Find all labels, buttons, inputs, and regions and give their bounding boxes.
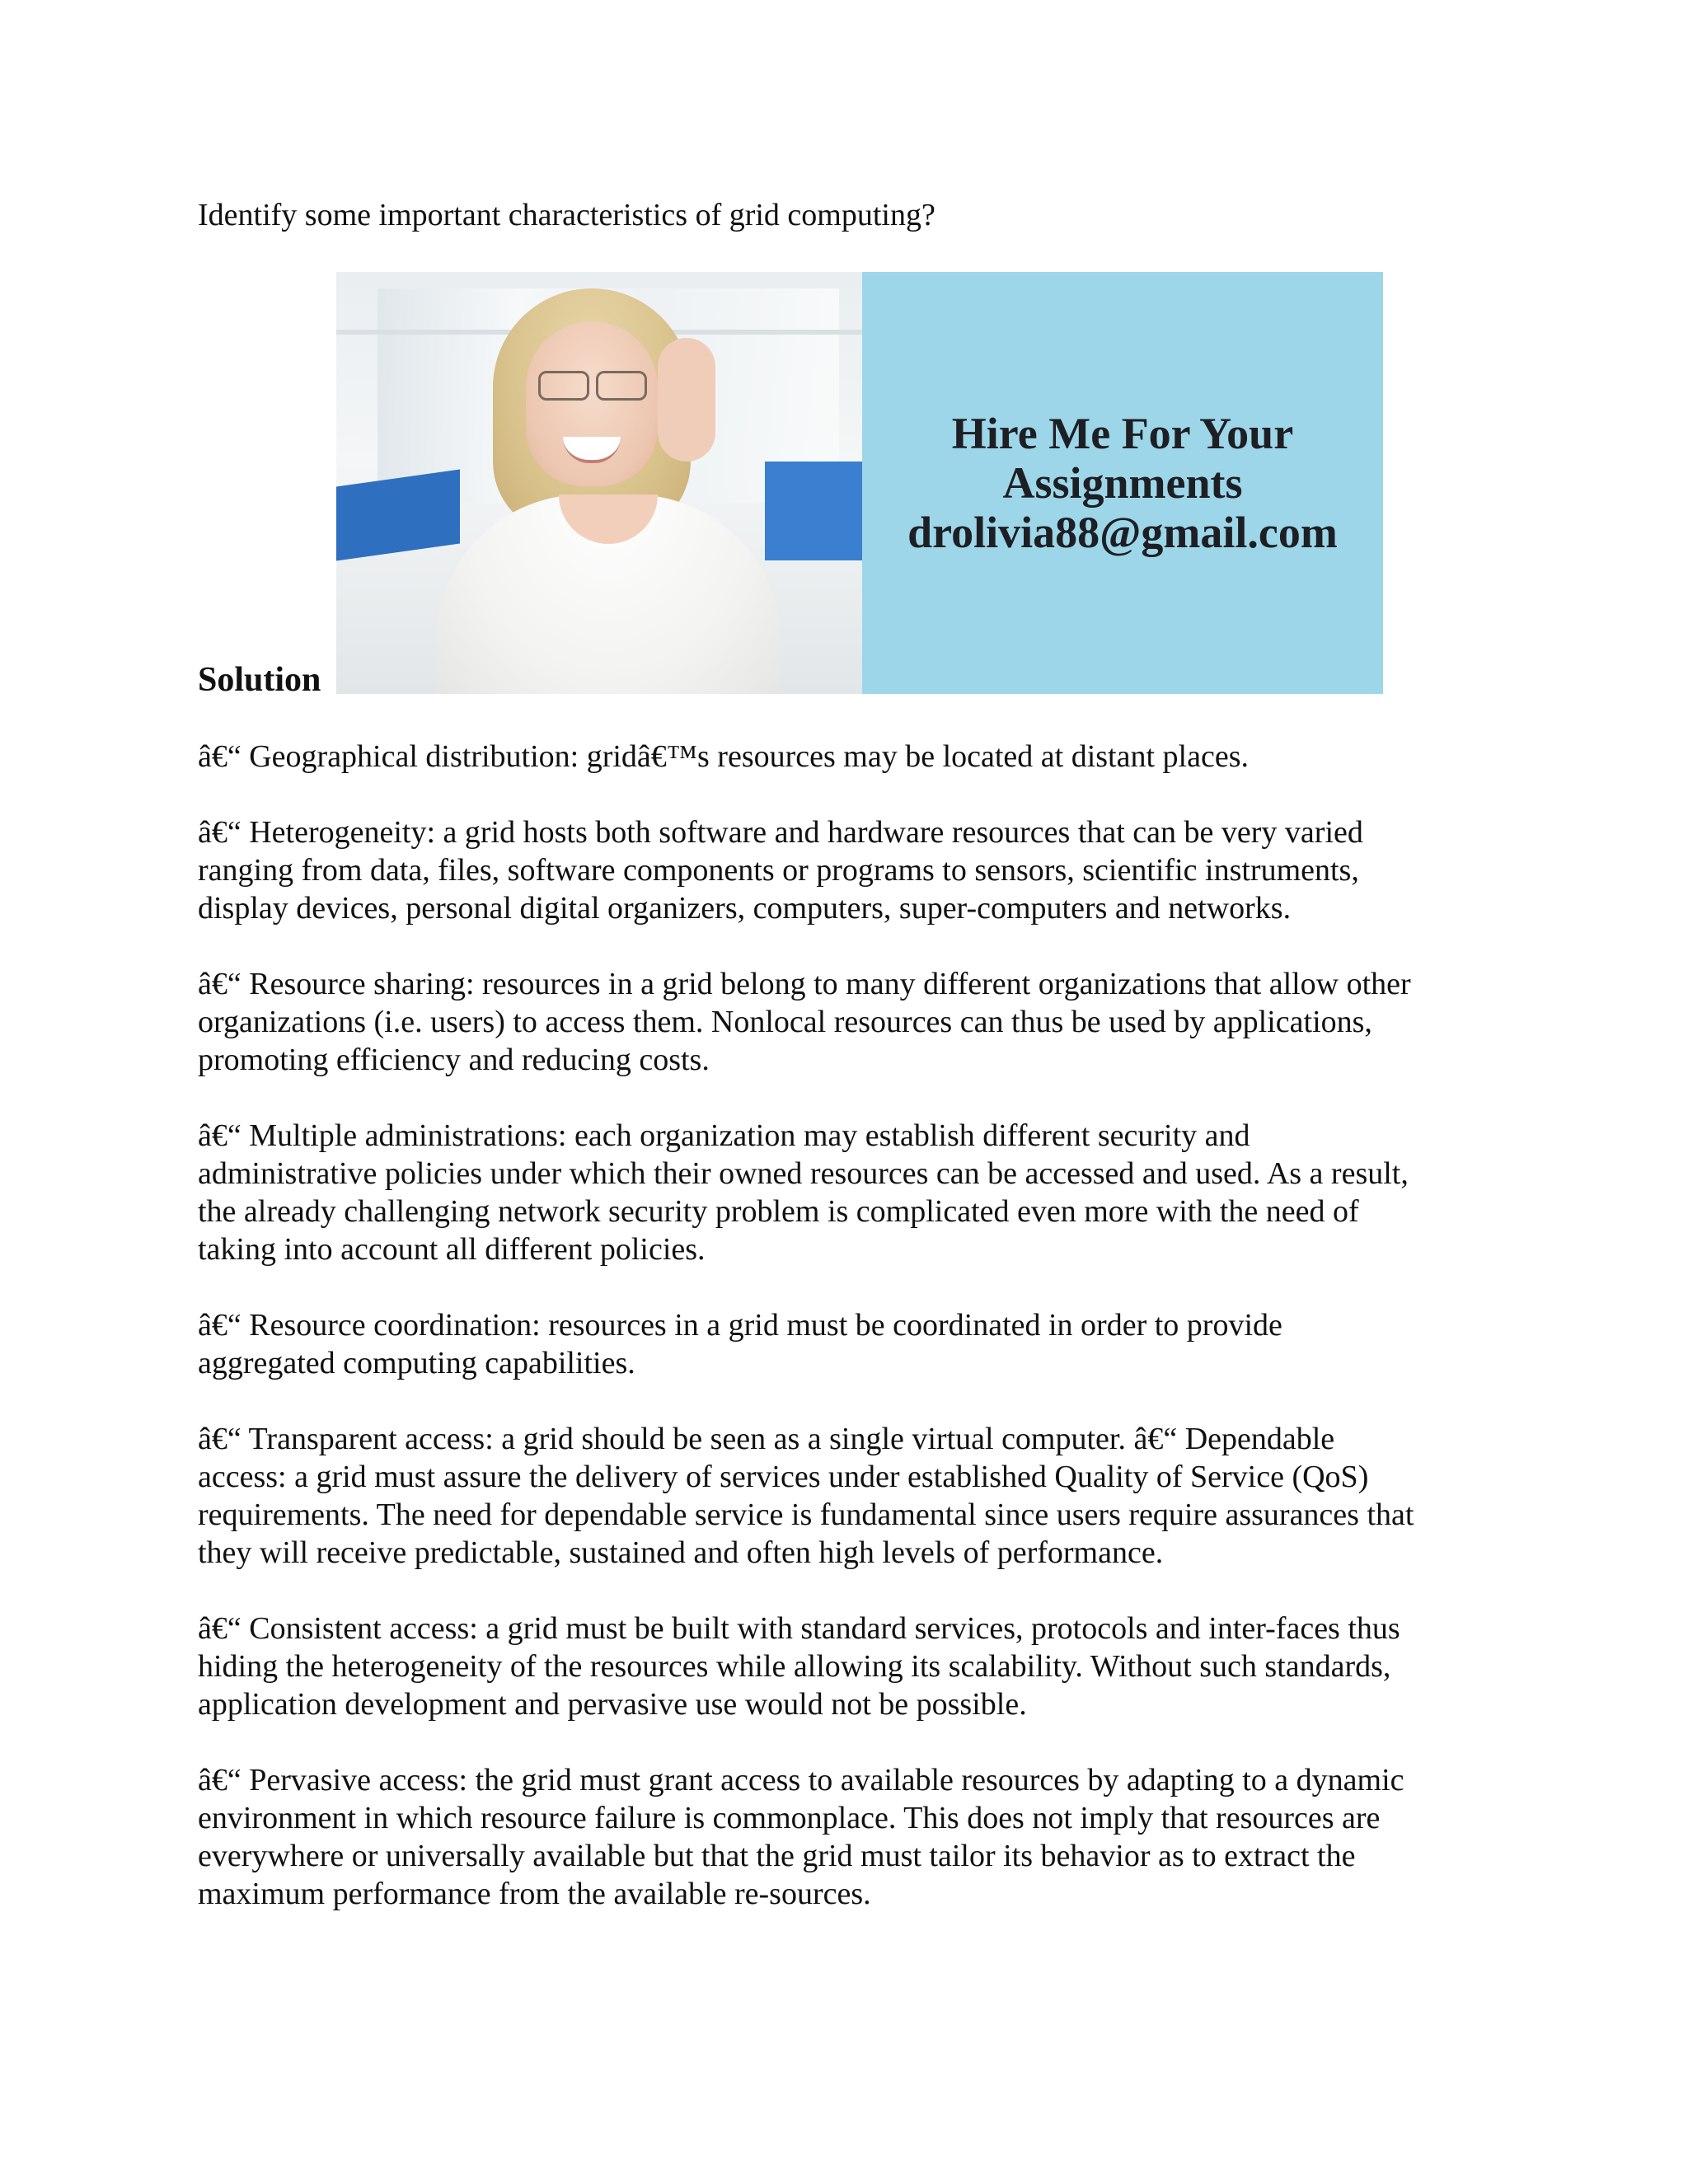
paragraph bbox=[198, 1761, 1500, 1913]
paragraph-line: maximum performance from the available re-sources. bbox=[198, 1877, 871, 1911]
paragraph bbox=[198, 738, 1500, 776]
paragraph-line: application development and pervasive use would not be possible. bbox=[198, 1687, 1027, 1722]
paragraph bbox=[198, 1306, 1500, 1382]
paragraph-line: promoting efficiency and reducing costs. bbox=[198, 1043, 710, 1077]
paragraph-line: â€“ Multiple administrations: each organization may establish different security and bbox=[198, 1118, 1250, 1153]
paragraph-line: everywhere or universally available but that the grid must tailor its behavior as to extract the bbox=[198, 1839, 1356, 1873]
paragraph-line: aggregated computing capabilities. bbox=[198, 1346, 635, 1380]
paragraph-line: they will receive predictable, sustained and often high levels of performance. bbox=[198, 1535, 1164, 1570]
paragraph-line: â€“ Resource coordination: resources in a grid must be coordinated in order to provide bbox=[198, 1308, 1282, 1343]
paragraph-line: â€“ Heterogeneity: a grid hosts both software and hardware resources that can be very varied bbox=[198, 815, 1363, 850]
paragraph-line: requirements. The need for dependable service is fundamental since users require assurances that bbox=[198, 1497, 1414, 1532]
paragraph-line: hiding the heterogeneity of the resources while allowing its scalability. Without such standards, bbox=[198, 1649, 1391, 1684]
paragraph bbox=[198, 813, 1500, 927]
woman-photo bbox=[336, 272, 862, 694]
solution-heading: Solution bbox=[198, 661, 321, 699]
banner-email: drolivia88@gmail.com bbox=[907, 508, 1338, 557]
paragraph-line: â€“ Pervasive access: the grid must grant access to available resources by adapting to a dynamic bbox=[198, 1763, 1404, 1797]
paragraph bbox=[198, 1117, 1500, 1268]
paragraph-line: taking into account all different policies. bbox=[198, 1232, 706, 1267]
paragraph-line: administrative policies under which their owned resources can be accessed and used. As a result, bbox=[198, 1156, 1409, 1191]
paragraph-line: access: a grid must assure the delivery of services under established Quality of Service (QoS) bbox=[198, 1460, 1369, 1494]
paragraph bbox=[198, 965, 1500, 1079]
paragraph-line: â€“ Geographical distribution: gridâ€™s resources may be located at distant places. bbox=[198, 739, 1249, 774]
banner-line-2: Assignments bbox=[1002, 458, 1243, 508]
paragraph-line: the already challenging network security problem is complicated even more with the need of bbox=[198, 1194, 1359, 1229]
banner-line-1: Hire Me For Your bbox=[951, 409, 1294, 458]
paragraph-line: â€“ Consistent access: a grid must be built with standard services, protocols and inter-faces thus bbox=[198, 1611, 1400, 1646]
advertisement-banner bbox=[336, 272, 1383, 694]
paragraph-line: â€“ Transparent access: a grid should be seen as a single virtual computer. â€“ Dependable bbox=[198, 1422, 1335, 1456]
paragraph-line: display devices, personal digital organizers, computers, super-computers and networks. bbox=[198, 891, 1292, 926]
banner-text bbox=[862, 272, 1383, 694]
paragraph-line: environment in which resource failure is commonplace. This does not imply that resources are bbox=[198, 1801, 1381, 1835]
glasses-icon bbox=[538, 371, 589, 401]
question-text: Identify some important characteristics of grid computing? bbox=[198, 198, 935, 232]
paragraph bbox=[198, 1610, 1500, 1723]
paragraph-line: organizations (i.e. users) to access them. Nonlocal resources can thus be used by applications, bbox=[198, 1005, 1372, 1039]
solution-body bbox=[198, 738, 1500, 1951]
paragraph-line: â€“ Resource sharing: resources in a grid belong to many different organizations that allow other bbox=[198, 967, 1411, 1001]
paragraph bbox=[198, 1420, 1500, 1572]
paragraph-line: ranging from data, files, software components or programs to sensors, scientific instruments, bbox=[198, 853, 1359, 888]
